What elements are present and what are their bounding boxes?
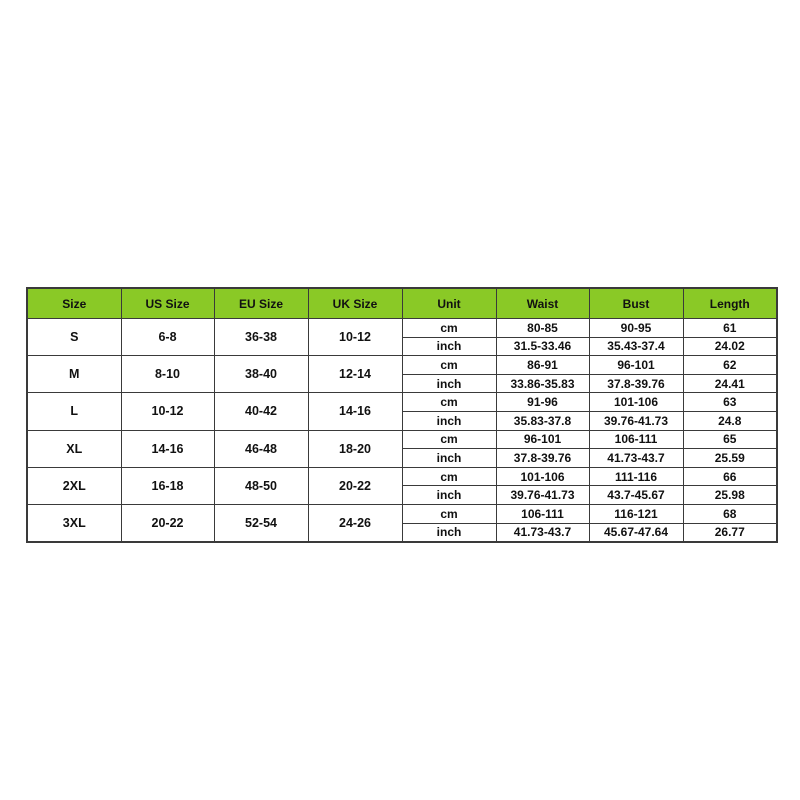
size-cell: XL (27, 430, 121, 467)
header-length: Length (683, 288, 777, 319)
length-cell: 65 (683, 430, 777, 449)
bust-cell: 43.7-45.67 (589, 486, 683, 505)
waist-cell: 80-85 (496, 319, 589, 338)
eu-size-cell: 46-48 (214, 430, 308, 467)
uk-size-cell: 24-26 (308, 504, 402, 542)
header-row (27, 288, 777, 319)
bust-cell: 106-111 (589, 430, 683, 449)
eu-size-cell: 40-42 (214, 393, 308, 430)
bust-cell: 90-95 (589, 319, 683, 338)
unit-cell: inch (402, 337, 496, 356)
waist-cell: 41.73-43.7 (496, 523, 589, 542)
waist-cell: 96-101 (496, 430, 589, 449)
uk-size-cell: 10-12 (308, 319, 402, 356)
waist-cell: 101-106 (496, 467, 589, 486)
size-cell: 3XL (27, 504, 121, 542)
header-unit: Unit (402, 288, 496, 319)
header-bust: Bust (589, 288, 683, 319)
table-row-cm (27, 467, 777, 486)
unit-cell: cm (402, 504, 496, 523)
bust-cell: 35.43-37.4 (589, 337, 683, 356)
waist-cell: 33.86-35.83 (496, 374, 589, 393)
us-size-cell: 6-8 (121, 319, 214, 356)
unit-cell: inch (402, 523, 496, 542)
waist-cell: 86-91 (496, 356, 589, 375)
us-size-cell: 14-16 (121, 430, 214, 467)
unit-cell: cm (402, 467, 496, 486)
table-body (27, 319, 777, 543)
size-chart-table (26, 287, 778, 543)
size-cell: M (27, 356, 121, 393)
uk-size-cell: 20-22 (308, 467, 402, 504)
header-us-size: US Size (121, 288, 214, 319)
eu-size-cell: 38-40 (214, 356, 308, 393)
size-cell: L (27, 393, 121, 430)
bust-cell: 45.67-47.64 (589, 523, 683, 542)
size-cell: 2XL (27, 467, 121, 504)
table-row-cm (27, 504, 777, 523)
unit-cell: inch (402, 411, 496, 430)
unit-cell: cm (402, 393, 496, 412)
eu-size-cell: 48-50 (214, 467, 308, 504)
bust-cell: 39.76-41.73 (589, 411, 683, 430)
bust-cell: 116-121 (589, 504, 683, 523)
bust-cell: 41.73-43.7 (589, 449, 683, 468)
unit-cell: inch (402, 449, 496, 468)
us-size-cell: 16-18 (121, 467, 214, 504)
size-cell: S (27, 319, 121, 356)
unit-cell: cm (402, 319, 496, 338)
unit-cell: cm (402, 430, 496, 449)
length-cell: 68 (683, 504, 777, 523)
header-eu-size: EU Size (214, 288, 308, 319)
waist-cell: 39.76-41.73 (496, 486, 589, 505)
waist-cell: 37.8-39.76 (496, 449, 589, 468)
length-cell: 25.59 (683, 449, 777, 468)
uk-size-cell: 14-16 (308, 393, 402, 430)
table-row-cm (27, 356, 777, 375)
unit-cell: inch (402, 374, 496, 393)
table-row-cm (27, 393, 777, 412)
waist-cell: 35.83-37.8 (496, 411, 589, 430)
table-row-cm (27, 430, 777, 449)
header-waist: Waist (496, 288, 589, 319)
unit-cell: cm (402, 356, 496, 375)
length-cell: 66 (683, 467, 777, 486)
waist-cell: 106-111 (496, 504, 589, 523)
length-cell: 61 (683, 319, 777, 338)
eu-size-cell: 52-54 (214, 504, 308, 542)
us-size-cell: 8-10 (121, 356, 214, 393)
length-cell: 63 (683, 393, 777, 412)
bust-cell: 111-116 (589, 467, 683, 486)
length-cell: 24.41 (683, 374, 777, 393)
waist-cell: 31.5-33.46 (496, 337, 589, 356)
length-cell: 62 (683, 356, 777, 375)
unit-cell: inch (402, 486, 496, 505)
us-size-cell: 10-12 (121, 393, 214, 430)
bust-cell: 37.8-39.76 (589, 374, 683, 393)
bust-cell: 101-106 (589, 393, 683, 412)
uk-size-cell: 18-20 (308, 430, 402, 467)
header-size: Size (27, 288, 121, 319)
length-cell: 24.8 (683, 411, 777, 430)
waist-cell: 91-96 (496, 393, 589, 412)
uk-size-cell: 12-14 (308, 356, 402, 393)
length-cell: 25.98 (683, 486, 777, 505)
eu-size-cell: 36-38 (214, 319, 308, 356)
length-cell: 26.77 (683, 523, 777, 542)
table-row-cm (27, 319, 777, 338)
us-size-cell: 20-22 (121, 504, 214, 542)
table-header (27, 288, 777, 319)
length-cell: 24.02 (683, 337, 777, 356)
header-uk-size: UK Size (308, 288, 402, 319)
bust-cell: 96-101 (589, 356, 683, 375)
